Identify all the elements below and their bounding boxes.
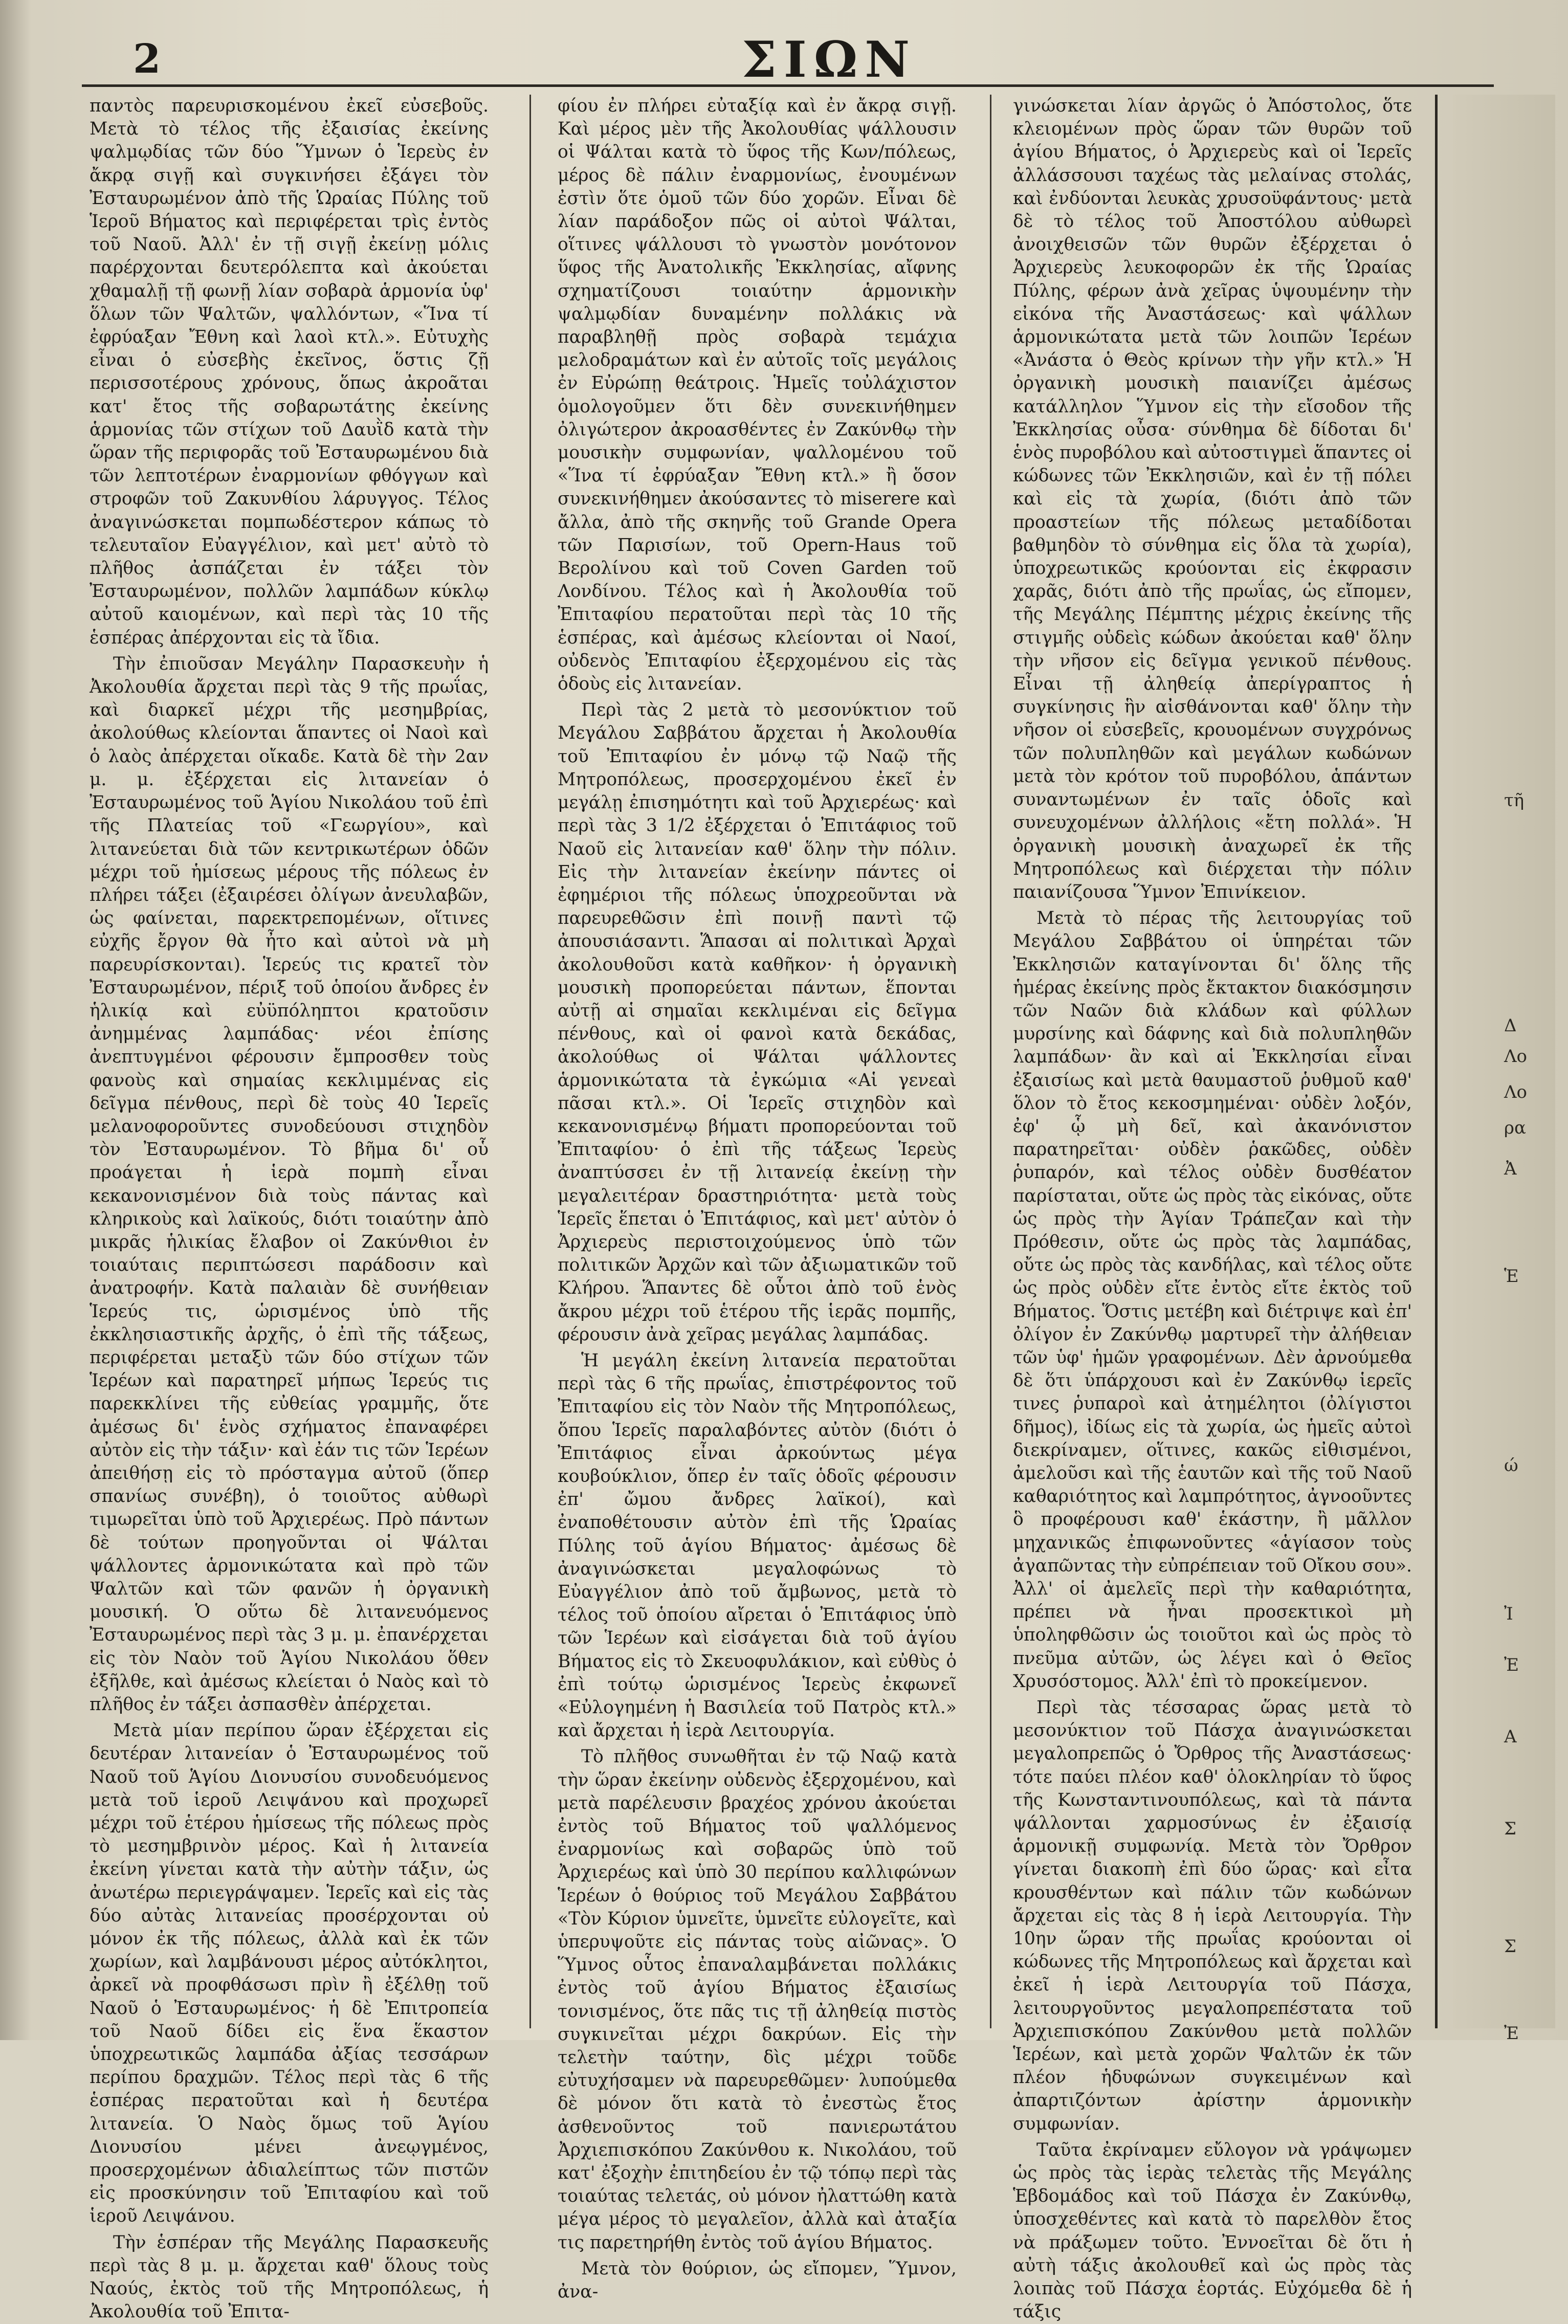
paragraph: Μετὰ τὸν θούριον, ὡς εἴπομεν, Ὕμνον, ἀνα- [558,2258,957,2303]
margin-fragment: Α [1504,1727,1517,1747]
paragraph: γινώσκεται λίαν ἀργῶς ὁ Ἀπόστολος, ὅτε κλειομένων πρὸς ὥραν τῶν θυρῶν τοῦ ἁγίου Βήματος, ὁ Ἀρχιερεὺς καὶ οἱ Ἱερεῖς ἀλλάσσουσι ταχέως τὰς μελαίνας στολάς, καὶ ἐνδύονται λευκὰς χρυσοϋφάντους· μετὰ δὲ τὸ τέλος τοῦ Ἀποστόλου αὐθωρεὶ ἀνοιχθεισῶν τῶν θυρῶν ἐξέρχεται ὁ Ἀρχιερεὺς λευκοφορῶν ἐκ τῆς Ὡραίας Πύλης, φέρων ἀνὰ χεῖρας ὑψουμένην τὴν εἰκόνα τῆς Ἀναστάσεως· καὶ ψάλλων ἁρμονικώτατα μετὰ τῶν λοιπῶν Ἱερέων «Ἀνάστα ὁ Θεὸς κρίνων τὴν γῆν κτλ.» Ἡ ὀργανικὴ μουσικὴ παιανίζει ἀμέσως κατάλληλον Ὕμνον εἰς τὴν εἴσοδον τῆς Ἐκκλησίας οὖσα· σύνθημα δὲ δίδοται δι' ἑνὸς πυροβόλου καὶ αὐτοστιγμεὶ ἅπαντες οἱ κώδωνες τῶν Ἐκκλησιῶν, καὶ ἐν τῇ πόλει καὶ εἰς τὰ χωρία, (διότι ἀπὸ τῶν προαστείων τῆς πόλεως μεταδίδοται βαθμηδὸν τὸ σύνθημα εἰς ὅλα τὰ χωρία), ὑποχρεωτικῶς κρούονται εἰς ἐκφρασιν χαρᾶς, διότι ἀπὸ τῆς πρωΐας, ὡς εἴπομεν, τῆς Μεγάλης Πέμπτης μέχρις ἐκείνης τῆς στιγμῆς οὐδεὶς κώδων ἀκούεται καθ' ὅλην τὴν νῆσον εἰς δεῖγμα γενικοῦ πένθους. Εἶναι τῇ ἀληθείᾳ ἀπερίγραπτος ἡ συγκίνησις ἣν αἰσθάνονται καθ' ὅλην τὴν νῆσον οἱ εὐσεβεῖς, κρουομένων συγχρόνως τῶν πολυπληθῶν καὶ μεγάλων κωδώνων μετὰ τὸν κρότον τοῦ πυροβόλου, ἁπάντων συναντωμένων ἐν ταῖς ὁδοῖς καὶ συνευχομένων ἀλλήλοις «ἔτη πολλά». Ἡ ὀργανικὴ μουσικὴ ἀναχωρεῖ ἐκ τῆς Μητροπόλεως καὶ διέρχεται τὴν πόλιν παιανίζουσα Ὕμνον Ἐπινίκειον. [1013,96,1412,902]
paragraph: Τὴν ἐπιοῦσαν Μεγάλην Παρασκευὴν ἡ Ἀκολουθία ἄρχεται περὶ τὰς 9 τῆς πρωΐας, καὶ διαρκεῖ μέχρι τῆς μεσημβρίας, ἀκολούθως κλείονται ἅπαντες οἱ Ναοὶ καὶ ὁ λαὸς ἀπέρχεται οἴκαδε. Κατὰ δὲ τὴν 2αν μ. μ. ἐξέρχεται εἰς λιτανείαν ὁ Ἐσταυρωμένος τοῦ Ἁγίου Νικολάου τοῦ ἐπὶ τῆς Πλατείας τοῦ «Γεωργίου», καὶ λιτανεύεται διὰ τῶν κεντρικωτέρων ὁδῶν μέχρι τοῦ ἡμίσεως μέρους τῆς πόλεως ἐν πλήρει τάξει (ἐξαιρέσει ὀλίγων ἀνευλαβῶν, ὡς φαίνεται, παρεκτρεπομένων, οἵτινες εὐχῆς ἔργον θὰ ἦτο καὶ αὐτοὶ νὰ μὴ παρευρίσκονται). Ἱερεύς τις κρατεῖ τὸν Ἐσταυρωμένον, πέριξ τοῦ ὁποίου ἄνδρες ἐν ἡλικίᾳ καὶ εὐϋπόληπτοι κρατοῦσιν ἀνημμένας λαμπάδας· νέοι ἐπίσης ἀνεπτυγμένοι φέρουσιν ἔμπροσθεν τοὺς φανοὺς καὶ σημαίας κεκλιμμένας εἰς δεῖγμα πένθους, περὶ δὲ τοὺς 40 Ἱερεῖς μελανοφοροῦντες συνοδεύουσι στιχηδὸν τὸν Ἐσταυρωμένον. Τὸ βῆμα δι' οὗ προάγεται ἡ ἱερὰ πομπὴ εἶναι κεκανονισμένον διὰ τοὺς πάντας καὶ κληρικοὺς καὶ λαϊκούς, διότι τοιαύτην ἀπὸ μικρᾶς ἡλικίας ἔλαβον οἱ Ζακύνθιοι ἐν τοιαύταις περιπτώσεσι παράδοσιν καὶ ἀνατροφήν. Κατὰ παλαιὰν δὲ συνήθειαν Ἱερεύς τις, ὡρισμένος ὑπὸ τῆς ἐκκλησιαστικῆς ἀρχῆς, ὁ ἐπὶ τῆς τάξεως, περιφέρεται μεταξὺ τῶν δύο στίχων τῶν Ἱερέων καὶ παρατηρεῖ μήπως Ἱερεύς τις παρεκκλίνει τῆς εὐθείας γραμμῆς, ὅτε ἀμέσως δι' ἑνὸς σχήματος ἐπαναφέρει αὐτὸν εἰς τὴν τάξιν· καὶ ἐάν τις τῶν Ἱερέων ἀπειθήσῃ εἰς τὸ πρόσταγμα αὐτοῦ (ὅπερ σπανίως συνέβη), ὁ τοιοῦτος αὐθωρὶ τιμωρεῖται ὑπὸ τοῦ Ἀρχιερέως. Πρὸ πάντων δὲ τούτων προηγοῦνται οἱ Ψάλται ψάλλοντες ἁρμονικώτατα καὶ πρὸ τῶν Ψαλτῶν καὶ τῶν φανῶν ἡ ὀργανικὴ μουσική. Ὁ οὕτω δὲ λιτανευόμενος Ἐσταυρωμένος περὶ τὰς 3 μ. μ. ἐπανέρχεται εἰς τὸν Ναὸν τοῦ Ἁγίου Νικολάου ὅθεν ἐξῆλθε, καὶ ἀμέσως κλείεται ὁ Ναὸς καὶ τὸ πλῆθος ἐν τάξει ἀσπασθὲν ἀπέρχεται. [90,653,489,1715]
text-column-3 [1013,95,1412,2322]
newspaper-title: ΣΙΩΝ [742,31,917,88]
column-divider [529,95,531,2028]
page-edge-shadow [0,0,31,2040]
paragraph: Μετὰ μίαν περίπου ὥραν ἐξέρχεται εἰς δευτέραν λιτανείαν ὁ Ἐσταυρωμένος τοῦ Ναοῦ τοῦ Ἁγίου Διονυσίου συνοδευόμενος μετὰ τοῦ ἱεροῦ Λειψάνου καὶ προχωρεῖ μέχρι τοῦ ἑτέρου ἡμίσεως τῆς πόλεως πρὸς τὸ μεσημβρινὸν μέρος. Καὶ ἡ λιτανεία ἐκείνη γίνεται κατὰ τὴν αὐτὴν τάξιν, ὡς ἀνωτέρω περιεγράψαμεν. Ἱερεῖς καὶ εἰς τὰς δύο αὐτὰς λιτανείας προσέρχονται οὐ μόνον ἐκ τῆς πόλεως, ἀλλὰ καὶ ἐκ τῶν χωρίων, καὶ λαμβάνουσι μέρος αὐτόκλητοι, ἀρκεῖ νὰ προφθάσωσι πρὶν ἢ ἐξέλθῃ τοῦ Ναοῦ ὁ Ἐσταυρωμένος· ἡ δὲ Ἐπιτροπεία τοῦ Ναοῦ δίδει εἰς ἕνα ἕκαστον ὑποχρεωτικῶς λαμπάδα ἀξίας τεσσάρων περίπου δραχμῶν. Τέλος περὶ τὰς 6 τῆς ἑσπέρας περατοῦται καὶ ἡ δευτέρα λιτανεία. Ὁ Ναὸς ὅμως τοῦ Ἁγίου Διονυσίου μένει ἀνεῳγμένος, προσερχομένων ἀδιαλείπτως τῶν πιστῶν εἰς προσκύνησιν τοῦ Ἐπιταφίου καὶ τοῦ ἱεροῦ Λειψάνου. [90,1720,489,2227]
paragraph: Τὴν ἑσπέραν τῆς Μεγάλης Παρασκευῆς περὶ τὰς 8 μ. μ. ἄρχεται καθ' ὅλους τοὺς Ναούς, ἐκτὸς τοῦ τῆς Μητροπόλεως, ἡ Ἀκολουθία τοῦ Ἐπιτα- [90,2232,489,2322]
margin-fragment: Λο [1504,1046,1528,1067]
text-column-2 [558,95,957,2303]
margin-fragment: Ἀ [1504,1159,1517,1179]
margin-fragment: Ἰ [1504,1604,1513,1624]
margin-fragment: Λο [1504,1082,1528,1102]
text-column-1 [90,95,489,2322]
paragraph: Τὸ πλῆθος συνωθῆται ἐν τῷ Ναῷ κατὰ τὴν ὥραν ἐκείνην οὐδενὸς ἐξερχομένου, καὶ μετὰ παρέλευσιν βραχέος χρόνου ἀκούεται ἐντὸς τοῦ Βήματος τοῦ ψαλλόμενος ἐναρμονίως καὶ σοβαρῶς ὑπὸ τοῦ Ἀρχιερέως καὶ ὑπὸ 30 περίπου καλλιφώνων Ἱερέων ὁ θούριος τοῦ Μεγάλου Σαββάτου «Τὸν Κύριον ὑμνεῖτε, ὑμνεῖτε εὐλογεῖτε, καὶ ὑπερυψοῦτε εἰς πάντας τοὺς αἰῶνας». Ὁ Ὕμνος οὗτος ἐπαναλαμβάνεται πολλάκις ἐντὸς τοῦ ἁγίου Βήματος ἐξαισίως τονισμένος, ὅτε πᾶς τις τῇ ἀληθείᾳ πιστὸς συγκινεῖται μέχρι δακρύων. Εἰς τὴν τελετὴν ταύτην, δὶς μέχρι τοῦδε εὐτυχήσαμεν νὰ παρευρεθῶμεν· λυπούμεθα δὲ μόνον ὅτι κατὰ τὸ ἐνεστὼς ἔτος ἀσθενοῦντος τοῦ πανιερωτάτου Ἀρχιεπισκόπου Ζακύνθου κ. Νικολάου, τοῦ κατ' ἐξοχὴν ἐπιτηδείου ἐν τῷ τόπῳ περὶ τὰς τοιαύτας τελετάς, οὐ μόνον ἠλαττώθη κατὰ μέγα μέρος τὸ μεγαλεῖον, ἀλλὰ καὶ ἀταξία τις παρετηρήθη ἐντὸς τοῦ ἁγίου Βήματος. [558,1746,957,2253]
paragraph: Ἡ μεγάλη ἐκείνη λιτανεία περατοῦται περὶ τὰς 6 τῆς πρωΐας, ἐπιστρέφοντος τοῦ Ἐπιταφίου εἰς τὸν Ναὸν τῆς Μητροπόλεως, ὅπου Ἱερεῖς παραλαβόντες αὐτὸν (διότι ὁ Ἐπιτάφιος εἶναι ἀρκούντως μέγα κουβούκλιον, ὅπερ ἐν ταῖς ὁδοῖς φέρουσιν ἐπ' ὤμου ἄνδρες λαϊκοί), καὶ ἐναποθέτουσιν αὐτὸν ἐπὶ τῆς Ὡραίας Πύλης τοῦ ἁγίου Βήματος· ἀμέσως δὲ ἀναγινώσκεται μεγαλοφώνως τὸ Εὐαγγέλιον ἀπὸ τοῦ ἄμβωνος, μετὰ τὸ τέλος τοῦ ὁποίου αἴρεται ὁ Ἐπιτάφιος ὑπὸ τῶν Ἱερέων καὶ εἰσάγεται διὰ τοῦ ἁγίου Βήματος εἰς τὸ Σκευοφυλάκιον, καὶ εὐθὺς ὁ ἐπὶ τούτῳ ὡρισμένος Ἱερεὺς ἐκφωνεῖ «Εὐλογημένη ἡ Βασιλεία τοῦ Πατρὸς κτλ.» καὶ ἄρχεται ἡ ἱερὰ Λειτουργία. [558,1350,957,1741]
paragraph: Μετὰ τὸ πέρας τῆς λειτουργίας τοῦ Μεγάλου Σαββάτου οἱ ὑπηρέται τῶν Ἐκκλησιῶν καταγίνονται δι' ὅλης τῆς ἡμέρας ἐκείνης πρὸς ἔκτακτον διακόσμησιν τῶν Ναῶν διὰ κλάδων καὶ φύλλων μυρσίνης καὶ δάφνης καὶ διὰ πολυπληθῶν λαμπάδων· ἂν καὶ αἱ Ἐκκλησίαι εἶναι ἐξαισίως καὶ μετὰ θαυμαστοῦ ῥυθμοῦ καθ' ὅλον τὸ ἔτος κεκοσμημέναι· οὐδὲν λοξόν, ἐφ' ᾧ μὴ δεῖ, καὶ ἀκανόνιστον παρατηρεῖται· οὐδὲν ῥακῶδες, οὐδὲν ῥυπαρόν, καὶ τέλος οὐδὲν δυσθέατον παρίσταται, οὔτε ὡς πρὸς τὰς εἰκόνας, οὔτε ὡς πρὸς τὴν Ἁγίαν Τράπεζαν καὶ τὴν Πρόθεσιν, οὔτε ὡς πρὸς τὰς λαμπάδας, οὔτε ὡς πρὸς τὰς κανδήλας, καὶ τέλος οὔτε ὡς πρὸς οὐδὲν εἴτε ἐντὸς εἴτε ἐκτὸς τοῦ Βήματος. Ὅστις μετέβη καὶ διέτριψε καὶ ἐπ' ὀλίγον ἐν Ζακύνθῳ μαρτυρεῖ τὴν ἀλήθειαν τῶν ὑφ' ἡμῶν γραφομένων. Δὲν ἀρνούμεθα δὲ ὅτι ὑπάρχουσι καὶ ἐν Ζακύνθῳ ἱερεῖς τινες ῥυπαροὶ καὶ ἀτημέλητοι (ὀλίγιστοι δῆμος), ἰδίως εἰς τὰ χωρία, ὡς ἡμεῖς αὐτοὶ διεκρίναμεν, οἵτινες, κακῶς εἰθισμένοι, ἀμελοῦσι καὶ τῆς ἑαυτῶν καὶ τῆς τοῦ Ναοῦ καθαριότητος καὶ λαμπρότητος, ἀγνοοῦντες ὃ προφέρουσι καθ' ἑκάστην, ἢ μᾶλλον μηχανικῶς ἐπιφωνοῦντες «ἁγίασον τοὺς ἀγαπῶντας τὴν εὐπρέπειαν τοῦ Οἴκου σου». Ἀλλ' οἱ ἀμελεῖς περὶ τὴν καθαριότητα, πρέπει νὰ ἦναι προσεκτικοὶ μὴ ὑποληφθῶσιν ὡς τοιοῦτοι καὶ ὡς πρὸς τὸ πνεῦμα αὐτῶν, ὡς λέγει καὶ ὁ Θεῖος Χρυσόστομος. Ἀλλ' ἐπὶ τὸ προκείμενον. [1013,908,1412,1692]
margin-fragment: Ἑ [1504,1266,1519,1287]
adjacent-page-strip [1453,95,1555,2044]
page-number: 2 [133,36,161,82]
paragraph: παντὸς παρευρισκομένου ἐκεῖ εὐσεβοῦς. Μετὰ τὸ τέλος τῆς ἐξαισίας ἐκείνης ψαλμῳδίας τῶν δύο Ὕμνων ὁ Ἱερεὺς ἐν ἄκρᾳ σιγῇ καὶ συγκινήσει ἐξάγει τὸν Ἐσταυρωμένον ἀπὸ τῆς Ὡραίας Πύλης τοῦ Ἱεροῦ Βήματος καὶ περιφέρεται τρὶς ἐντὸς τοῦ Ναοῦ. Ἀλλ' ἐν τῇ σιγῇ ἐκείνῃ μόλις παρέρχονται δευτερόλεπτα καὶ ἀκούεται χθαμαλῇ τῇ φωνῇ λίαν σοβαρὰ ἁρμονία ὑφ' ὅλων τῶν Ψαλτῶν, ψαλλόντων, «Ἵνα τί ἐφρύαξαν Ἔθνη καὶ λαοὶ κτλ.». Εὐτυχὴς εἶναι ὁ εὐσεβὴς ἐκεῖνος, ὅστις ζῇ περισσοτέρους χρόνους, ὅπως ἀκροᾶται κατ' ἔτος τῆς σοβαρωτάτης ἐκείνης ἁρμονίας τῶν στίχων τοῦ Δαυῒδ κατὰ τὴν ὥραν τῆς περιφορᾶς τοῦ Ἐσταυρωμένου διὰ τῶν λεπτοτέρων ἐναρμονίων φθόγγων καὶ στροφῶν τοῦ Ζακυνθίου λάρυγγος. Τέλος ἀναγινώσκεται πομπωδέστερον κάπως τὸ τελευταῖον Εὐαγγέλιον, καὶ μετ' αὐτὸ τὸ πλῆθος ἀσπάζεται ἐν τάξει τὸν Ἐσταυρωμένον, πολλῶν λαμπάδων κύκλῳ αὐτοῦ καιομένων, καὶ περὶ τὰς 10 τῆς ἑσπέρας ἀπέρχονται εἰς τὰ ἴδια. [90,96,489,648]
paragraph: φίου ἐν πλήρει εὐταξίᾳ καὶ ἐν ἄκρᾳ σιγῇ. Καὶ μέρος μὲν τῆς Ἀκολουθίας ψάλλουσιν οἱ Ψάλται κατὰ τὸ ὕφος τῆς Κων/πόλεως, μέρος δὲ πάλιν ἐναρμονίως, ἐνουμένων ἐστὶν ὅτε ὁμοῦ τῶν δύο χορῶν. Εἶναι δὲ λίαν παράδοξον πῶς οἱ αὐτοὶ Ψάλται, οἵτινες ψάλλουσι τὸ γνωστὸν μονότονον ὕφος τῆς Ἀνατολικῆς Ἐκκλησίας, αἴφνης σχηματίζουσι τοιαύτην ἁρμονικὴν ψαλμῳδίαν δυναμένην πολλάκις νὰ παραβληθῇ πρὸς σοβαρὰ τεμάχια μελοδραμάτων καὶ ἐν αὐτοῖς τοῖς μεγάλοις ἐν Εὐρώπῃ θεάτροις. Ἡμεῖς τοὐλάχιστον ὁμολογοῦμεν ὅτι δὲν συνεκινήθημεν ὀλιγώτερον ἀκροασθέντες ἐν Ζακύνθῳ τὴν μουσικὴν συμφωνίαν, ψαλλομένου τοῦ «Ἵνα τί ἐφρύαξαν Ἔθνη κτλ.» ἢ ὅσον συνεκινήθημεν ἀκούσαντες τὸ miserere καὶ ἄλλα, ἀπὸ τῆς σκηνῆς τοῦ Grande Opera τῶν Παρισίων, τοῦ Opern-Haus τοῦ Βερολίνου καὶ τοῦ Coven Garden τοῦ Λονδίνου. Τέλος καὶ ἡ Ἀκολουθία τοῦ Ἐπιταφίου περατοῦται περὶ τὰς 10 τῆς ἑσπέρας, καὶ ἀμέσως κλείονται οἱ Ναοί, οὐδενὸς Ἐπιταφίου ἐξερχομένου εἰς τὰς ὁδοὺς εἰς λιτανείαν. [558,96,957,695]
margin-fragment: ώ [1504,1455,1518,1476]
margin-fragment: Σ [1504,1819,1517,1839]
masthead [72,20,1504,88]
paragraph: Περὶ τὰς 2 μετὰ τὸ μεσονύκτιον τοῦ Μεγάλου Σαββάτου ἄρχεται ἡ Ἀκολουθία τοῦ Ἐπιταφίου ἐν μόνῳ τῷ Ναῷ τῆς Μητροπόλεως, προσερχομένου ἐκεῖ ἐν μεγάλῃ ἐπισημότητι καὶ τοῦ Ἀρχιερέως· καὶ περὶ τὰς 3 1/2 ἐξέρχεται ὁ Ἐπιτάφιος τοῦ Ναοῦ εἰς λιτανείαν καθ' ὅλην τὴν πόλιν. Εἰς τὴν λιτανείαν ἐκείνην πάντες οἱ ἐφημέριοι τῆς πόλεως ὑποχρεοῦνται νὰ παρευρεθῶσιν ἐπὶ ποινῇ παντὶ τῷ ἀπουσιάσαντι. Ἅπασαι αἱ πολιτικαὶ Ἀρχαὶ ἀκολουθοῦσι κατὰ καθῆκον· ἡ ὀργανικὴ μουσικὴ προπορεύεται πάντων, ἕπονται αὐτῇ αἱ σημαῖαι κεκλιμέναι εἰς δεῖγμα πένθους, καὶ οἱ φανοὶ κατὰ δεκάδας, ἀκολούθως οἱ Ψάλται ψάλλοντες ἁρμονικώτατα τὰ ἐγκώμια «Αἱ γενεαὶ πᾶσαι κτλ.». Οἱ Ἱερεῖς στιχηδὸν καὶ κεκανονισμένῳ βήματι προπορεύονται τοῦ Ἐπιταφίου· ὁ ἐπὶ τῆς τάξεως Ἱερεὺς ἀναπτύσσει ἐν τῇ λιτανείᾳ ἐκείνῃ τὴν μεγαλειτέραν δραστηριότητα· μετὰ τοὺς Ἱερεῖς ἕπεται ὁ Ἐπιτάφιος, καὶ μετ' αὐτὸν ὁ Ἀρχιερεὺς περιστοιχούμενος ὑπὸ τῶν πολιτικῶν Ἀρχῶν καὶ τῶν ἀξιωματικῶν τοῦ Κλήρου. Ἅπαντες δὲ οὗτοι ἀπὸ τοῦ ἑνὸς ἄκρου μέχρι τοῦ ἑτέρου τῆς ἱερᾶς πομπῆς, φέρουσιν ἀνὰ χεῖρας μεγάλας λαμπάδας. [558,700,957,1345]
margin-fragment: ρα [1504,1118,1526,1138]
margin-fragment: Ἐ [1504,1655,1519,1675]
margin-fragment: τῆ [1504,790,1525,811]
column-divider [1435,95,1438,2028]
margin-fragment: Σ [1504,1936,1517,1957]
margin-fragment: Δ [1504,1015,1517,1036]
column-divider [990,95,991,2028]
paragraph: Περὶ τὰς τέσσαρας ὥρας μετὰ τὸ μεσονύκτιον τοῦ Πάσχα ἀναγινώσκεται μεγαλοπρεπῶς ὁ Ὄρθρος τῆς Ἀναστάσεως· τότε παύει πλέον καθ' ὁλοκληρίαν τὸ ὕφος τῆς Κωνσταντινουπόλεως, καὶ τὰ πάντα ψάλλονται χαρμοσύνως ἐν ἐξαισίᾳ ἁρμονικῇ συμφωνίᾳ. Μετὰ τὸν Ὄρθρον γίνεται διακοπὴ ἐπὶ δύο ὥρας· καὶ εἶτα κρουσθέντων καὶ πάλιν τῶν κωδώνων ἄρχεται εἰς τὰς 8 ἡ ἱερὰ Λειτουργία. Τὴν 10ην ὥραν τῆς πρωΐας κρούονται οἱ κώδωνες τῆς Μητροπόλεως καὶ ἄρχεται καὶ ἐκεῖ ἡ ἱερὰ Λειτουργία τοῦ Πάσχα, λειτουργοῦντος μεγαλοπρεπέστατα τοῦ Ἀρχιεπισκόπου Ζακύνθου μετὰ πολλῶν Ἱερέων, καὶ μετὰ χορῶν Ψαλτῶν ἐκ τῶν πλέον ἡδυφώνων συγκειμένων καὶ ἀπαρτιζόντων ἀρίστην ἁρμονικὴν συμφωνίαν. [1013,1697,1412,2134]
header-rule [82,84,1494,87]
paragraph: Ταῦτα ἐκρίναμεν εὔλογον νὰ γράψωμεν ὡς πρὸς τὰς ἱερὰς τελετὰς τῆς Μεγάλης Ἑβδομάδος καὶ τοῦ Πάσχα ἐν Ζακύνθῳ, ὑποσχεθέντες καὶ κατὰ τὸ παρελθὸν ἔτος νὰ πράξωμεν τοῦτο. Ἐννοεῖται δὲ ὅτι ἡ αὐτὴ τάξις ἀκολουθεῖ καὶ ὡς πρὸς τὰς λοιπὰς τοῦ Πάσχα ἑορτάς. Εὐχόμεθα δὲ ἡ τάξις [1013,2139,1412,2322]
margin-fragment: Ἐ [1504,2023,1519,2044]
